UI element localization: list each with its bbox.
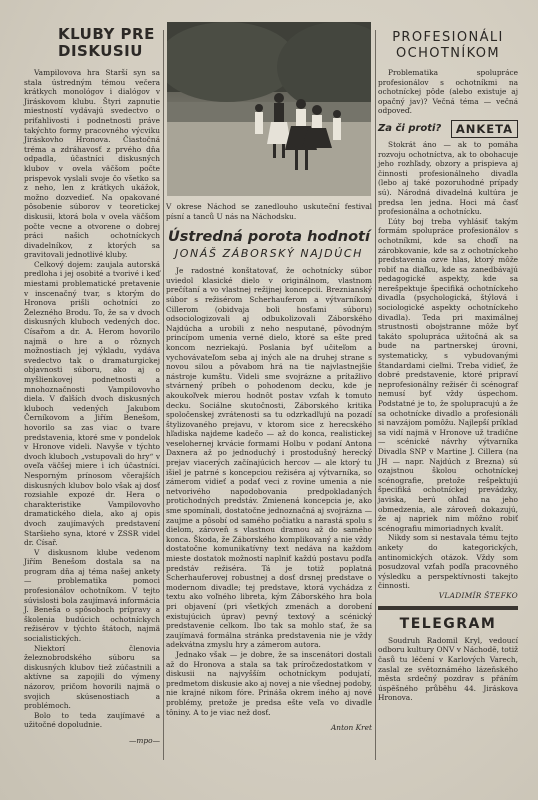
article-title-kluby: KLUBY PRE DISKUSIU (58, 25, 155, 60)
paragraph: V diskusnom klube vedenom Jiřím Benešom dostala sa na program dňa aj téma našej ankety — problematika pomoci profesionálov ochotníkom. V tejto súvislosti bola zaujímavá informácia J. Beneša o spôsoboch prípravy a školenia budúcich ochotníckych režisérov v týchto štátoch, najmä socialistických. (24, 547, 160, 644)
article-subtitle-najduch: JONÁŠ ZÁBORSKÝ NAJDÚCH (174, 247, 364, 261)
paragraph: Ľúty boj treba vyhlásiť takým formám spolupráce profesionálov s ochotníkmi, kde sa choďí na zárobkovanie, kde sa z ochotníckeho predstavenia ozve hlas, ktorý môže robiť na diaľku, kde sa zanedbávajú pedagogické aspekty, kde sa nerešpektuje špecifiká ochotníckeho divadla (psychologická, štýlová i sociologické aspekty ochotníckeho divadla). Teda pri maximálnej strustnosti obojstranne môže byť takáto spolupráca užitočná ak sa bude na partnerskej úrovni, systematicky, s vybudovanými štandardami cieľmi. Treba vidieť, že dobré predstavenie, ktoré pripraví neprofesionálny režisér či scénograf nemusí byť vždy úspechom. Podstatné je to, že spolupracujú a že sa ochotnícke divadlo a profesionáli si navzájom pomôžu. Najlepší príklad sa vidí najmä v Hronove už tradične — scénické návrhy výtvarníka Divadla SNP v Martine J. Cillera (na JH — napr. Najdúch z Brezna) sú ozajstnou školou ochotníckej scénografie, pretože rešpektujú špecifiká ochotníckej prevádzky, javiska, berú ohľad na jeho obmedzenia, ale zároveň dokazujú, že aj napriek nim môžno robiť scénografiu mimoriadnych kvalít. (378, 216, 518, 533)
photo-caption: V okrese Náchod se zanedlouho uskuteční festival písní a tanců U nás na Náchodsku. (166, 202, 372, 221)
section-divider (378, 606, 518, 610)
column-divider (163, 30, 164, 760)
paragraph: Soudruh Radomil Kryl, vedoucí odboru kultury ONV v Náchodě, totiž časů tu léčení v Karlových Varech, zaslal ze světoznámého lázeňského města srdečný pozdrav s přáním úspěšného průběhu 44. Jiráskova Hronova. (378, 635, 518, 703)
signature-stefko: VLADIMÍR ŠTEFKO (438, 590, 518, 600)
paragraph: Celkový dojem: zaujala autorská predloha i jej osobité a tvorivé i keď miestami problematické pretavenie v inscenačný tvar, s ktorým do Hronova prišli ochotníci zo Železného Brodu. To, že sa v dvoch diskusných kluboch vedených doc. Císařom a dr. A. Herom hovorilo najmä o hre a o rôznych možnostiach jej výkladu, vydáva svedectvo tak o dramaturgickej objavnosti súboru, ako aj o myšlienkovej podnetnosti a mnohoznačnosti Vampilovovho diela. V ďalších dvoch diskusných kluboch vedených Jakubom Černíkovom a Jiřím Benešom, hovorilo sa zas viac o tvare predstavenia, ktoré sme v pondelok v Hronove videli. Navyše v týchto dvoch kluboch „vstupovali do hry“ v oveľa väčšej miere i ich účastníci. Nesporným prínosom včerajších diskusných klubov bolo však aj dosť rozsiahle expozé dr. Hera o charakteristike Vampilovovho dramatického diela, ako aj opis dvoch zaujímavých predstavení Staršieho syna, ktoré v ZSSR videl dr. Císař. (24, 259, 160, 548)
right-column (378, 22, 518, 703)
anketa-intro (378, 68, 518, 116)
paragraph: Stokrát áno — ak to pomáha rozvoju ochotníctva, ak to obohacuje jeho rozhľady, obzory a prispieva aj činnosti profesionálneho divadla (lebo aj také pozoruhodné prípady sú). Národná divadelná kultúra je predsa len jedna. Hoci má časť profesionálna a ochotnícku. (378, 139, 518, 217)
article-body-kluby (24, 68, 160, 730)
center-column (166, 22, 372, 732)
anketa-body (378, 140, 518, 591)
article-title-porota: Ústredná porota hodnotí (168, 229, 370, 246)
dance-photo (167, 22, 371, 196)
paragraph: Jednako však — je dobre, že sa inscenátori dostali až do Hronova a stala sa tak príročzedostatkom v diskusii na najvyšším ochotníckym podujatí, predmetom diskusie ako aj novej a nie všednej podoby, nie krajné nikom fóre. Prináša okrem iného aj nové problémy, pretože je predsa ešte veľa vo divadle tôniny. A to je viac než dosť. (166, 649, 372, 717)
anketa-header (378, 120, 518, 138)
anketa-box: ANKETA (451, 120, 518, 138)
paragraph: Niektorí členovia železnobrodského súboru sa diskusných klubov tiež zúčastnili a aktívne sa zapojili do výmeny názorov, pričom hovorili najmä o svojich skúsenostiach a problémoch. (24, 643, 160, 711)
photo-illustration (167, 22, 371, 196)
telegram-body (378, 636, 518, 703)
signature-kret: Anton Kret (330, 723, 372, 733)
telegram-title: TELEGRAM (399, 615, 497, 632)
left-column (24, 22, 160, 745)
article-title-profesionali: PROFESIONÁLI OCHOTNÍKOM (392, 30, 504, 61)
za-ci-proti-label: Za či proti? (378, 123, 442, 135)
paragraph: Bolo to teda zaujímavé a užitočné dopoludnie. (24, 710, 160, 730)
paragraph: Vampilovova hra Starší syn sa stala ústredným témou večera krátkych monológov i dialógov v Jiráskovom klubu. Štyri zapnutie miestností vydávajú svedectvo o priťahlivosti i podnetnosti práve takýchto formy pracovného výcviku Jiráskovho Hronova. Čiastočná tréma a zdráhavosť z prvého dňa odpadla, účastníci diskusných klubov v ovela väčšom počte prispevok vyslali svoje čo všetko sa z neho, len z krátkych ukážok, možno dozvedieť. Na opakované pôsobenie súborov v teoretickej diskusii, ktorá bola v ovela väčšom počte vecne a otvorene o dobrej práci našich ochotníckych divadelníkov, z ktorých sa gravitovali jednotlivé kluby. (24, 68, 160, 260)
paragraph: Je radostné konštatovať, že ochotnícky súbor uviedol klasické dielo v originálnom, vlastnom prečítaní a vo vlastnej režijnej koncepcii. Breznianský súbor s režisérom Scherhauferom a výtvarníkom Cillerom (obidvaja boli hosťami súboru) odsociologizovali aj odbukolizovali Záborského Najdúcha a urobili z neho nesputané, pôvodným princípom umenia verné dielo, ktoré sa ešte pred koncom nezriekajú. Poslania byť učiteľom a vychovávateľom seba aj iných ale na druhej strane s novou silou a pôvabom hrá na tie najvlastnejšie nástroje kumštu. Videli sme svojrázne a prítažlivo stvárnený príbeh o pohodenom decku, kde je akoukoľvek mierou hodnôt postav vzťah k tomuto decku. Sociálne skutočnosti, Záborského kritika spoločenskej zvrátenosti sa tu odzrkadľujú na pozadí štylizovaného prejavu, v ktorom sice z herecského hľadiska najdeme kadečo — až do konca, realistickej veselohernej krvácie formami Holbu v podaní Antona Daxnera až po jednoduchý i prostodušný herecký prejav viacerých začínajúcich hercov — ale ktorý tu išiel je patrné s koncepciou režiséra aj výtvarníka, so zámerom vidieť a podať veci z rovine umenia a nie netvorivého napodobovania predpokladaných protichodných predstáv. Zmienená koncepcia je, ako sme spomínali, dostatočne jednoznačná aj svojrázna — zaujme a pôsobí od samého počiatku a narastá spolu s dielom, zároveň s vlastnou dramou až do samého konca. Škoda, že Záborského komplikovaný a nie vždy dostatočne komunikatívny text nedáva na každom mieste dostatok možností naplniť každú postavu podľa predstáv režiséra. Tá je totiž poplatná Scherhauferovej robustnej a dosť drsnej predstave o modernom divadle; tej predstave, ktorá vychádza z textu ako voľného libreta, kým Záborského hra bola pri objavení (pri všetkých zmenách a dorobení existujúcich úprav) pevný textový a scénický predstavenie celkom. Ibo tak sa mohlo stať, že sa zaujímavá formálna stránka predstavenia nie je vždy adekvátna zmyslu hry a zámerom autora. (166, 266, 372, 650)
article-body-porota (166, 266, 372, 717)
paragraph: Problematika spolupráce profesionálov s ochotníkmi na ochotníckej pôde (alebo existuje aj opačný jav)? Večná téma — večná odpoveď. (378, 68, 518, 116)
signature-mpo: —mpo— (129, 735, 160, 745)
paragraph: Nikdy som si nestavala tému tejto ankety do kategorických, antinomických otázok. Vždy som posudzoval vzťah podľa pracovného výsledku a perspektívnosti takejto činnosti. (378, 533, 518, 591)
column-divider (375, 30, 376, 760)
